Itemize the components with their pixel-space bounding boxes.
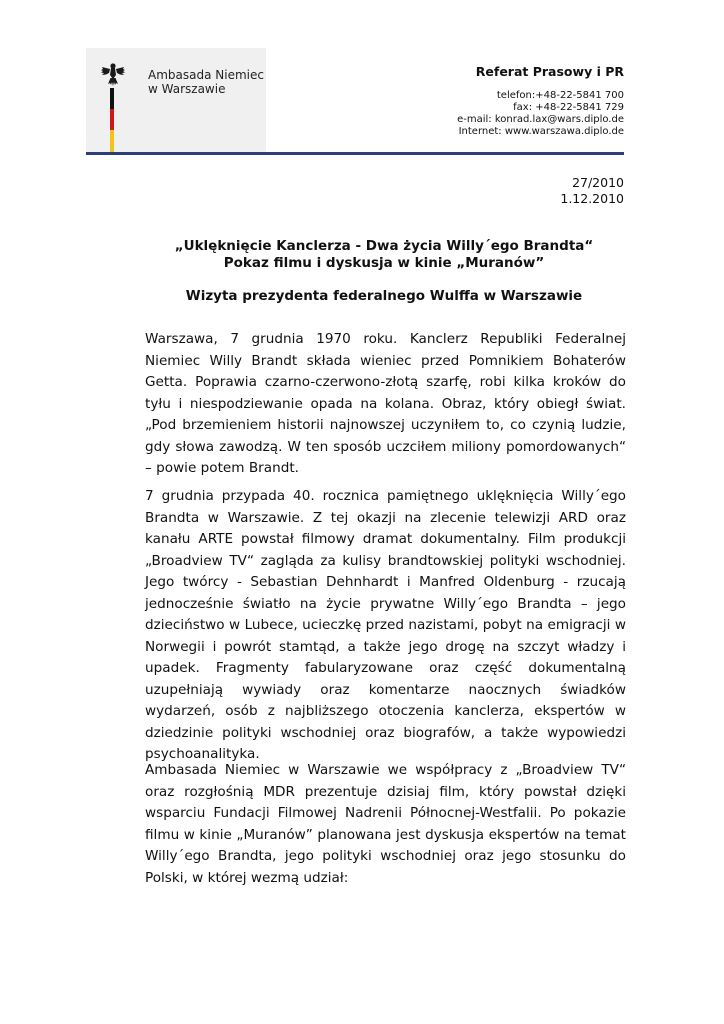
logo-line-2: w Warszawie bbox=[148, 82, 226, 96]
title-line-1: „Uklęknięcie Kanclerza - Dwa życia Willy´ego Brandta“ bbox=[174, 238, 594, 254]
flag-stripe-gold bbox=[110, 130, 114, 152]
german-flag-stripe bbox=[110, 88, 114, 152]
contact-internet: Internet: www.warszawa.diplo.de bbox=[458, 126, 624, 137]
paragraph-3: Ambasada Niemiec w Warszawie we współpracy z „Broadview TV“ oraz rozgłośnią MDR prezentuje dzisiaj film, który powstał dzięki wsparciu Fundacji Filmowej Nadrenii Północnej-Westfalii. Po pokazie filmu w kinie „Muranów” planowana jest dyskusja ekspertów na temat Willy´ego Brandta, jego polityki wschodniej oraz jego stosunku do Polski, w której wezmą udział: bbox=[145, 762, 626, 886]
document-number: 27/2010 bbox=[572, 175, 624, 190]
title-line-2: Pokaz filmu i dyskusja w kinie „Muranów” bbox=[223, 255, 545, 271]
subtitle: Wizyta prezydenta federalnego Wulffa w Warszawie bbox=[185, 288, 583, 304]
department-name: Referat Prasowy i PR bbox=[475, 64, 624, 79]
paragraph-2: 7 grudnia przypada 40. rocznica pamiętnego uklęknięcia Willy´ego Brandta w Warszawie. Z tej okazji na zlecenie telewizji ARD oraz kanału ARTE powstał filmowy dramat dokumentalny. Film produkcji „Broadview TV“ zagląda za kulisy brandtowskiej polityki wschodniej. Jego twórcy - Sebastian Dehnhardt i Manfred Oldenburg - rzucają jednocześnie światło na życie prywatne Willy´ego Brandta – jego dzieciństwo w Lubece, ucieczkę przed nazistami, pobyt na emigracji w Norwegii i powrót stamtąd, a także jego drogę na szczyt władzy i upadek. Fragmenty fabularyzowane oraz część dokumentalną uzupełniają wywiady oraz komentarze naocznych świadków wydarzeń, osób z najbliższego otoczenia kanclerza, ekspertów w dziedzinie polityki wschodniej oraz biografów, a także wypowiedzi psychoanalityka. bbox=[145, 488, 626, 762]
logo-line-1: Ambasada Niemiec bbox=[148, 68, 264, 82]
federal-eagle-icon bbox=[100, 61, 126, 87]
logo-text bbox=[148, 68, 264, 96]
flag-stripe-black bbox=[110, 88, 114, 109]
flag-stripe-red bbox=[110, 109, 114, 130]
document-date: 1.12.2010 bbox=[560, 191, 624, 206]
contact-block bbox=[457, 64, 624, 138]
embassy-logo bbox=[86, 48, 266, 153]
contact-fax: fax: +48-22-5841 729 bbox=[513, 102, 624, 113]
paragraph-1: Warszawa, 7 grudnia 1970 roku. Kanclerz Republiki Federalnej Niemiec Willy Brandt składa wieniec przed Pomnikiem Bohaterów Getta. Poprawia czarno-czerwono-złotą szarfę, robi kilka kroków do tyłu i niespodziewanie opada na kolana. Obraz, który obiegł świat. „Pod brzemieniem historii najnowszej uczyniłem to, co czynią ludzie, gdy słowa zawodzą. W ten sposób uczciłem miliony pomordowanych“ – powie potem Brandt. bbox=[145, 331, 626, 476]
contact-phone: telefon:+48-22-5841 700 bbox=[496, 90, 624, 101]
header-divider bbox=[86, 152, 624, 155]
document-reference bbox=[560, 175, 624, 207]
title-block bbox=[144, 238, 624, 272]
contact-email: e-mail: konrad.lax@wars.diplo.de bbox=[457, 114, 624, 125]
